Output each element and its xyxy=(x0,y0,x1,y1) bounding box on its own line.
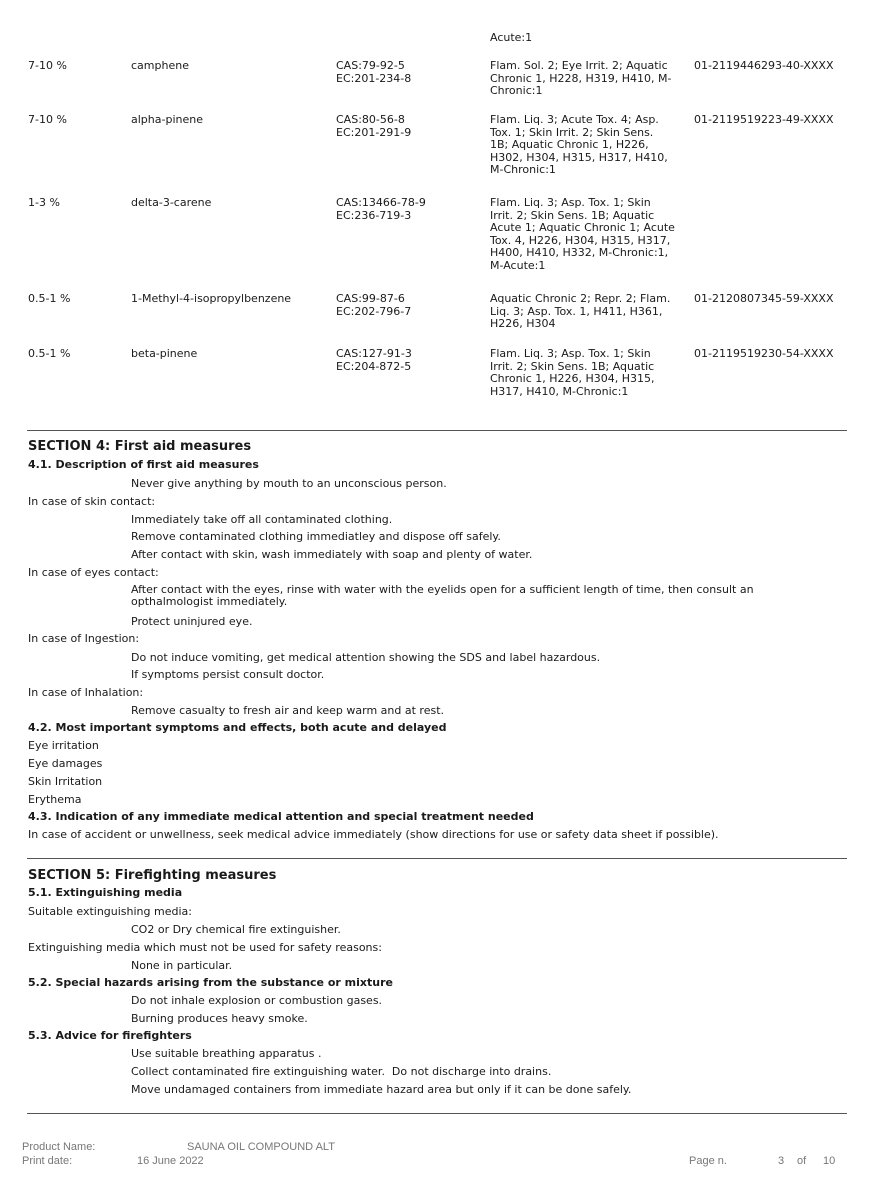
special-hazard-item: Do not inhale explosion or combustion gases. xyxy=(131,994,383,1007)
section-5-title: SECTION 5: Firefighting measures xyxy=(28,868,277,883)
footer-print-date: 16 June 2022 xyxy=(137,1155,204,1167)
symptom-item: Skin Irritation xyxy=(28,775,103,788)
firefighter-advice-item: Use suitable breathing apparatus . xyxy=(131,1047,322,1060)
subsection-4-2-heading: 4.2. Most important symptoms and effects, both acute and delayed xyxy=(28,721,447,734)
suitable-media-text: CO2 or Dry chemical fire extinguisher. xyxy=(131,923,341,936)
skin-contact-item: Immediately take off all contaminated clothing. xyxy=(131,513,393,526)
eyes-contact-item: After contact with the eyes, rinse with water with the eyelids open for a sufficient length of time, then consult an opthalmologist immediately. xyxy=(131,583,754,608)
eyes-contact-label: In case of eyes contact: xyxy=(28,566,159,579)
inhalation-label: In case of Inhalation: xyxy=(28,686,144,699)
firefighter-advice-item: Collect contaminated fire extinguishing water. Do not discharge into drains. xyxy=(131,1065,552,1078)
unsuitable-media-label: Extinguishing media which must not be used for safety reasons: xyxy=(28,941,382,954)
table-cell-identifiers: CAS:80-56-8 EC:201-291-9 xyxy=(336,113,412,139)
table-cell-concentration: 1-3 % xyxy=(28,196,60,209)
skin-contact-item: After contact with skin, wash immediately with soap and plenty of water. xyxy=(131,548,533,561)
table-cell-concentration: 7-10 % xyxy=(28,113,67,126)
symptom-item: Eye irritation xyxy=(28,739,99,752)
subsection-5-1-heading: 5.1. Extinguishing media xyxy=(28,886,183,899)
table-cell-registration: 01-2119519230-54-XXXX xyxy=(694,347,834,360)
eyes-contact-item: Protect uninjured eye. xyxy=(131,615,253,628)
table-cell-classification: Flam. Liq. 3; Asp. Tox. 1; Skin Irrit. 2; Skin Sens. 1B; Aquatic Chronic 1, H226, H304, H315, H317, H410, M-Chronic:1 xyxy=(490,347,655,398)
table-cell-substance-name: delta-3-carene xyxy=(131,196,212,209)
symptom-item: Erythema xyxy=(28,793,82,806)
ingestion-item: Do not induce vomiting, get medical attention showing the SDS and label hazardous. xyxy=(131,651,601,664)
table-cell-substance-name: camphene xyxy=(131,59,189,72)
table-cell-registration: 01-2120807345-59-XXXX xyxy=(694,292,834,305)
inhalation-item: Remove casualty to fresh air and keep warm and at rest. xyxy=(131,704,445,717)
footer-page-current: 3 xyxy=(778,1155,785,1167)
special-hazard-item: Burning produces heavy smoke. xyxy=(131,1012,308,1025)
table-cell-substance-name: 1-Methyl-4-isopropylbenzene xyxy=(131,292,292,305)
subsection-5-2-heading: 5.2. Special hazards arising from the substance or mixture xyxy=(28,976,393,989)
table-cell-classification: Aquatic Chronic 2; Repr. 2; Flam. Liq. 3; Asp. Tox. 1, H411, H361, H226, H304 xyxy=(490,292,671,330)
firefighter-advice-item: Move undamaged containers from immediate hazard area but only if it can be done safely. xyxy=(131,1083,632,1096)
footer-page-label: Page n. xyxy=(689,1155,727,1167)
table-cell-registration: 01-2119446293-40-XXXX xyxy=(694,59,834,72)
table-cell-identifiers: CAS:99-87-6 EC:202-796-7 xyxy=(336,292,412,318)
footer-product-name: SAUNA OIL COMPOUND ALT xyxy=(187,1141,335,1153)
table-cell-concentration: 0.5-1 % xyxy=(28,292,71,305)
table-cell-registration: 01-2119519223-49-XXXX xyxy=(694,113,834,126)
section-4-title: SECTION 4: First aid measures xyxy=(28,439,252,454)
skin-contact-item: Remove contaminated clothing immediatley and dispose off safely. xyxy=(131,530,501,543)
section-divider xyxy=(27,1113,847,1114)
table-cell-concentration: 0.5-1 % xyxy=(28,347,71,360)
footer-product-label: Product Name: xyxy=(22,1141,96,1153)
unsuitable-media-text: None in particular. xyxy=(131,959,233,972)
table-cell-identifiers: CAS:79-92-5 EC:201-234-8 xyxy=(336,59,412,85)
ingestion-item: If symptoms persist consult doctor. xyxy=(131,668,325,681)
suitable-media-label: Suitable extinguishing media: xyxy=(28,905,192,918)
table-cell-identifiers: CAS:127-91-3 EC:204-872-5 xyxy=(336,347,412,373)
table-cell-classification: Flam. Liq. 3; Asp. Tox. 1; Skin Irrit. 2; Skin Sens. 1B; Aquatic Acute 1; Aquatic Chronic 1; Acute Tox. 4, H226, H304, H315, H317, H400, H410, H332, M-Chronic:1, M-Acute:1 xyxy=(490,196,675,272)
first-aid-general-text: Never give anything by mouth to an unconscious person. xyxy=(131,477,447,490)
table-cell-substance-name: beta-pinene xyxy=(131,347,198,360)
table-cell-classification: Acute:1 xyxy=(490,31,533,44)
table-cell-concentration: 7-10 % xyxy=(28,59,67,72)
symptom-item: Eye damages xyxy=(28,757,103,770)
table-cell-substance-name: alpha-pinene xyxy=(131,113,203,126)
section-divider xyxy=(27,858,847,859)
table-cell-classification: Flam. Sol. 2; Eye Irrit. 2; Aquatic Chronic 1, H228, H319, H410, M- Chronic:1 xyxy=(490,59,672,97)
footer-print-label: Print date: xyxy=(22,1155,73,1167)
section-divider xyxy=(27,430,847,431)
subsection-4-3-heading: 4.3. Indication of any immediate medical attention and special treatment needed xyxy=(28,810,534,823)
subsection-4-1-heading: 4.1. Description of first aid measures xyxy=(28,458,259,471)
table-cell-classification: Flam. Liq. 3; Acute Tox. 4; Asp. Tox. 1; Skin Irrit. 2; Skin Sens. 1B; Aquatic Chronic 1, H226, H302, H304, H315, H317, H410, M-Chronic:1 xyxy=(490,113,668,176)
medical-attention-text: In case of accident or unwellness, seek medical advice immediately (show directions for use or safety data sheet if possible). xyxy=(28,828,719,841)
subsection-5-3-heading: 5.3. Advice for firefighters xyxy=(28,1029,192,1042)
footer-page-of: of xyxy=(797,1155,807,1167)
ingestion-label: In case of Ingestion: xyxy=(28,632,140,645)
table-cell-identifiers: CAS:13466-78-9 EC:236-719-3 xyxy=(336,196,426,222)
footer-page-total: 10 xyxy=(823,1155,836,1167)
skin-contact-label: In case of skin contact: xyxy=(28,495,156,508)
